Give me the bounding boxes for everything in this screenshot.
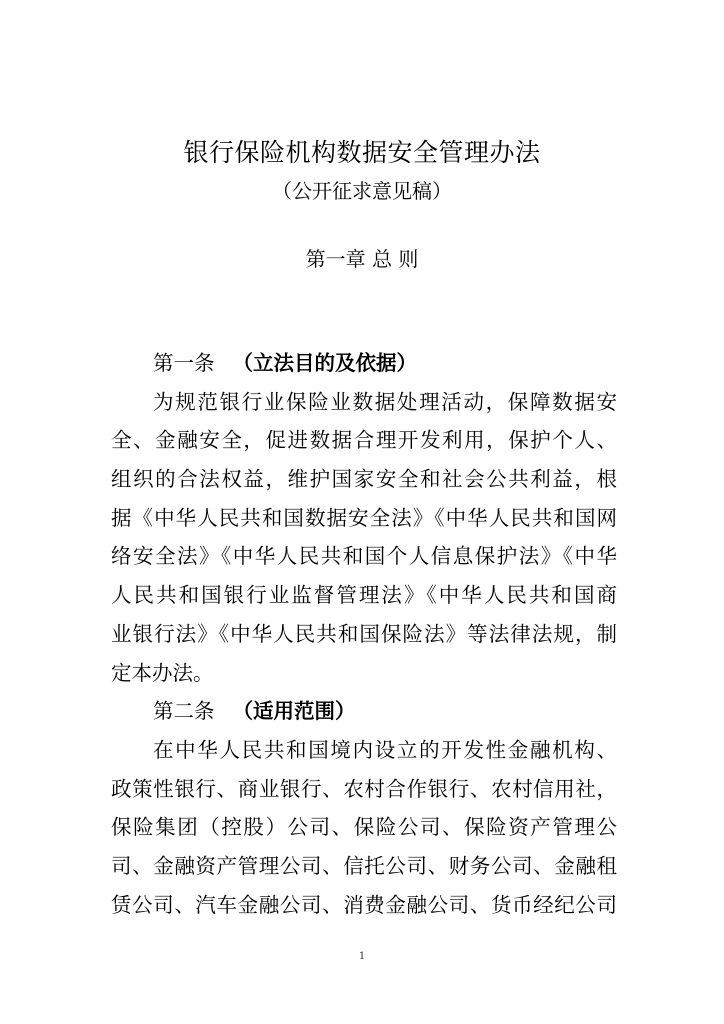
paragraph-line: 据《中华人民共和国数据安全法》《中华人民共和国网: [111, 505, 617, 530]
paragraph-line: 人民共和国银行业监督管理法》《中华人民共和国商: [111, 583, 617, 608]
paragraph-line: 络安全法》《中华人民共和国个人信息保护法》《中华: [111, 544, 617, 569]
article-title: （适用范围）: [232, 699, 356, 724]
article-number: 第一条: [153, 351, 215, 375]
document-title: 银行保险机构数据安全管理办法: [183, 138, 541, 167]
paragraph-line: 保险集团（控股）公司、保险公司、保险资产管理公: [111, 815, 617, 840]
article-title: （立法目的及依据）: [232, 351, 417, 375]
document-subtitle: （公开征求意见稿）: [272, 179, 452, 203]
article-1-heading: [111, 344, 617, 383]
paragraph-line: 组织的合法权益，维护国家安全和社会公共利益，根: [111, 467, 617, 492]
document-body: [111, 344, 617, 924]
paragraph-line: 业银行法》《中华人民共和国保险法》等法律法规，制: [111, 621, 617, 646]
article-2-heading: [111, 692, 617, 731]
paragraph-line: 赁公司、汽车金融公司、消费金融公司、货币经纪公司: [111, 892, 617, 917]
paragraph-line: 在中华人民共和国境内设立的开发性金融机构、: [153, 737, 617, 762]
paragraph-line: 定本办法。: [111, 660, 214, 685]
page-number: 1: [358, 951, 366, 962]
paragraph-line: 为规范银行业保险业数据处理活动，保障数据安: [153, 389, 617, 414]
paragraph-line: 政策性银行、商业银行、农村合作银行、农村信用社，: [111, 776, 617, 801]
chapter-heading: 第一章 总 则: [305, 247, 419, 271]
paragraph-line: 全、金融安全，促进数据合理开发利用，保护个人、: [111, 428, 617, 453]
paragraph-line: 司、金融资产管理公司、信托公司、财务公司、金融租: [111, 853, 617, 878]
article-number: 第二条: [153, 699, 215, 724]
